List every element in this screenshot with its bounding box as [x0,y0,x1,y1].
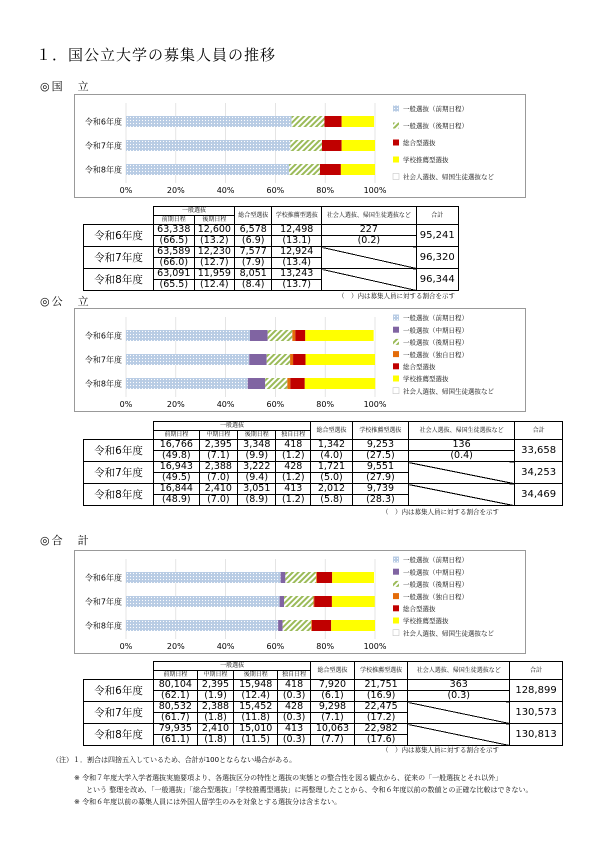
legend-label: 社会人選抜、帰国生徒選抜など [403,387,494,396]
value-cell: 11,959 [194,269,235,280]
legend-swatch-shakai [393,174,399,180]
bar-segment-ippan_zenki [126,330,250,341]
hdr-kouki: 後期日程 [238,431,276,440]
empty-cell [408,484,514,506]
bar-segment-ippan_kouki [292,116,325,127]
pct-cell: (8.4) [235,280,272,291]
bar-segment-ippan_dokuji [316,572,317,583]
total-cell: 128,899 [510,680,563,702]
pct-cell: (61.7) [154,713,198,724]
value-cell: 9,298 [311,702,355,713]
chart-combined-svg [75,551,525,653]
value-cell: 413 [278,724,311,735]
legend-swatch-ippan_chuki [393,327,399,333]
bar-segment-gakko [341,164,375,175]
table-row [84,269,459,280]
bar-segment-gakko [305,330,373,341]
bar-segment-sogo [320,164,341,175]
x-tick-label: 100% [363,400,387,409]
table-combined [83,661,563,746]
pct-cell: (0.3) [278,713,311,724]
x-tick-label: 60% [266,186,285,195]
pct-cell: (13.4) [272,258,322,269]
bar-segment-shakai [374,330,375,341]
hdr-total: 合計 [510,662,563,680]
value-cell: 16,943 [154,462,200,473]
value-cell: 16,844 [154,484,200,495]
row-label: 令和6年度 [84,680,154,702]
bar-segment-ippan_zenki [126,354,249,365]
total-cell: 130,573 [510,702,563,724]
bar-segment-gakko [342,116,375,127]
legend-swatch-gakko [393,376,399,382]
row-label: 令和8年度 [84,269,154,291]
value-cell: 12,924 [272,247,322,258]
bar-segment-ippan_chuki [250,330,268,341]
bar-segment-ippan_zenki [126,140,290,151]
x-tick-label: 40% [216,400,235,409]
footnote-3: という 整理を改め、「一般選抜」「総合型選抜」「学校推薦型選抜」に再整理したことから、令和６年度以前の数値との正確な比較はできない。 [86,786,533,794]
hdr-shakai: 社会人選抜、帰国生徒選抜など [408,422,514,440]
value-cell: 2,410 [199,484,237,495]
chart-public-svg [75,309,525,411]
table-row [84,462,563,473]
value-cell: 413 [276,484,311,495]
value-cell: 2,388 [197,702,234,713]
legend-label: 一般選抜（後期日程） [403,122,468,131]
value-cell: 428 [276,462,311,473]
pct-cell: (7.1) [311,713,355,724]
hdr-shakai: 社会人選抜、帰国生徒選抜など [322,207,416,225]
x-tick-label: 80% [316,400,335,409]
category-label: 令和7年度 [84,355,122,365]
value-cell: 418 [276,440,311,451]
value-cell: 8,051 [235,269,272,280]
pct-cell: (17.6) [354,735,408,746]
value-cell: 12,230 [194,247,235,258]
bar-segment-sogo [317,572,332,583]
pct-cell: (8.9) [238,495,276,506]
hdr-sogo: 総合型選抜 [235,207,272,225]
bar-segment-ippan_zenki [126,116,292,127]
x-tick-label: 20% [166,400,185,409]
value-cell: 363 [408,680,510,691]
table-row [84,484,563,495]
category-label: 令和8年度 [84,621,122,631]
pct-cell: (11.5) [234,735,278,746]
pct-cell: (4.0) [311,451,353,462]
hdr-chuki: 中期日程 [197,671,234,680]
pct-cell: (6.1) [311,691,355,702]
x-tick-label: 80% [316,186,335,195]
hdr-zenki: 前期日程 [154,216,195,225]
legend-swatch-ippan_dokuji [393,351,399,357]
hdr-gakko: 学校推薦型選抜 [354,662,408,680]
x-tick-label: 0% [119,400,133,409]
note-national: （ ）内は募集人員に対する割合を示す [338,292,455,300]
bar-segment-sogo [295,330,305,341]
footnote-4: ※ 令和６年度以前の募集人員には外国人留学生のみを対象とする選抜分は含まない。 [74,798,342,806]
bar-segment-ippan_kouki [289,164,320,175]
bar-segment-ippan_kouki [283,620,312,631]
pct-cell: (49.8) [154,451,200,462]
chart-public [74,308,526,412]
row-label: 令和8年度 [84,484,154,506]
bar-segment-sogo [312,620,331,631]
category-label: 令和8年度 [84,379,122,389]
hdr-dokuji: 独自日程 [276,431,311,440]
pct-cell: (12.4) [194,280,235,291]
bar-segment-ippan_chuki [248,378,265,389]
hdr-sogo: 総合型選抜 [311,422,353,440]
bar-segment-ippan_kouki [265,378,287,389]
pct-cell: (65.5) [154,280,195,291]
pct-cell: (0.3) [278,735,311,746]
legend-swatch-gakko [393,618,399,624]
bar-segment-ippan_zenki [126,572,281,583]
legend-swatch-ippan_dokuji [393,593,399,599]
pct-cell: (49.5) [154,473,200,484]
legend-swatch-ippan_zenki [393,106,399,112]
bar-segment-ippan_chuki [278,620,282,631]
chart-combined [74,550,526,654]
value-cell: 9,739 [352,484,408,495]
bar-segment-gakko [305,378,375,389]
value-cell: 13,243 [272,269,322,280]
bar-segment-ippan_dokuji [311,620,312,631]
category-label: 令和8年度 [84,165,122,175]
pct-cell: (66.5) [154,236,195,247]
table-row [84,702,563,713]
value-cell: 3,222 [238,462,276,473]
legend-label: 学校推薦型選抜 [403,375,449,384]
pct-cell: (27.9) [352,473,408,484]
pct-cell: (16.9) [354,691,408,702]
empty-cell [322,269,416,291]
legend-label: 総合型選抜 [403,363,436,371]
bar-segment-ippan_zenki [126,596,280,607]
x-tick-label: 80% [316,642,335,651]
row-label: 令和6年度 [84,225,154,247]
legend-label: 社会人選抜、帰国生徒選抜など [403,173,494,182]
value-cell: 15,948 [234,680,278,691]
hdr-ippan: 一般選抜 [154,207,235,216]
pct-cell: (7.9) [235,258,272,269]
pct-cell: (62.1) [154,691,198,702]
bar-segment-ippan_dokuji [313,596,314,607]
value-cell: 9,551 [352,462,408,473]
bar-segment-ippan_chuki [281,572,286,583]
pct-cell: (5.0) [311,473,353,484]
bar-segment-ippan_dokuji [292,330,295,341]
value-cell: 80,104 [154,680,198,691]
value-cell: 63,338 [154,225,195,236]
bar-segment-gakko [332,596,375,607]
legend-swatch-ippan_kouki [393,123,399,129]
value-cell: 16,766 [154,440,200,451]
category-label: 令和6年度 [84,117,122,127]
pct-cell: (48.9) [154,495,200,506]
legend-label: 総合型選抜 [403,139,436,148]
legend-swatch-gakko [393,157,399,163]
value-cell: 2,388 [199,462,237,473]
legend-label: 一般選抜（独自日程） [403,592,468,601]
pct-cell: (27.5) [352,451,408,462]
bar-segment-sogo [324,116,341,127]
pct-cell: (13.2) [194,236,235,247]
total-cell: 34,469 [515,484,563,506]
legend-swatch-ippan_chuki [393,569,399,575]
bar-segment-ippan_zenki [126,620,278,631]
legend-swatch-ippan_kouki [393,339,399,345]
x-tick-label: 100% [363,186,387,195]
table-row-pct [84,451,563,462]
bar-segment-ippan_kouki [268,330,293,341]
value-cell: 80,532 [154,702,198,713]
pct-cell: (1.9) [197,691,234,702]
bar-segment-gakko [342,140,375,151]
pct-cell: (1.8) [197,713,234,724]
total-cell: 95,241 [416,225,458,247]
empty-cell [408,724,510,746]
x-tick-label: 100% [363,642,387,651]
pct-cell: (1.2) [276,451,311,462]
footnote-1: （注）１．割合は四捨五入しているため、合計が100とならない場合がある。 [52,756,297,764]
chart-national-svg [75,95,525,197]
bar-segment-ippan_kouki [267,354,290,365]
chart-national [74,94,526,198]
bar-segment-shakai [374,572,375,583]
footnotes [52,754,592,808]
legend-label: 一般選抜（後期日程） [403,338,468,347]
pct-cell: (9.9) [238,451,276,462]
value-cell: 63,091 [154,269,195,280]
bar-segment-gakko [331,620,375,631]
legend-label: 一般選抜（前期日程） [403,105,468,114]
bar-segment-ippan_kouki [285,572,316,583]
bar-segment-ippan_chuki [280,596,284,607]
legend-label: 社会人選抜、帰国生徒選抜など [403,629,494,638]
pct-cell: (5.8) [311,495,353,506]
pct-cell: (0.3) [408,691,510,702]
table-row [84,724,563,735]
value-cell: 428 [278,702,311,713]
hdr-dokuji: 独自日程 [278,671,311,680]
category-label: 令和7年度 [84,597,122,607]
table-row [84,440,563,451]
value-cell: 136 [408,440,514,451]
bar-segment-sogo [293,354,305,365]
bar-segment-gakko [306,354,375,365]
value-cell: 2,410 [197,724,234,735]
x-tick-label: 60% [266,642,285,651]
section-heading-public: ◎公 立 [40,295,91,308]
bar-segment-ippan_dokuji [287,378,290,389]
legend-label: 一般選抜（前期日程） [403,314,468,323]
pct-cell: (13.1) [272,236,322,247]
value-cell: 7,920 [311,680,355,691]
legend-swatch-sogo [393,363,399,369]
hdr-total: 合計 [416,207,458,225]
value-cell: 1,342 [311,440,353,451]
bar-segment-sogo [314,596,332,607]
legend-swatch-ippan_kouki [393,581,399,587]
row-label: 令和7年度 [84,247,154,269]
x-tick-label: 20% [166,186,185,195]
table-national [83,206,459,291]
pct-cell: (12.4) [234,691,278,702]
bar-segment-ippan_chuki [249,354,266,365]
total-cell: 34,253 [515,462,563,484]
x-tick-label: 40% [216,642,235,651]
empty-cell [408,702,510,724]
pct-cell: (11.8) [234,713,278,724]
total-cell: 96,344 [416,269,458,291]
x-tick-label: 0% [119,186,133,195]
value-cell: 15,010 [234,724,278,735]
table-row [84,680,563,691]
section-heading-combined: ◎合 計 [40,534,91,547]
footnote-2: ※ 令和７年度大学入学者選抜実施要項より、各選抜区分の特性と選抜の実態との整合性を図る観点から、従来の「一般選抜とそれ以外」 [74,774,503,782]
note-public: （ ）内は募集人員に対する割合を示す [382,508,499,516]
legend-swatch-shakai [393,388,399,394]
bar-segment-gakko [332,572,374,583]
bar-segment-sogo [322,140,342,151]
empty-cell [408,462,514,484]
value-cell: 10,063 [311,724,355,735]
hdr-zenki: 前期日程 [154,431,200,440]
hdr-sogo: 総合型選抜 [311,662,355,680]
pct-cell: (7.0) [199,495,237,506]
legend-swatch-ippan_zenki [393,315,399,321]
row-label: 令和7年度 [84,702,154,724]
value-cell: 2,395 [199,440,237,451]
legend-swatch-sogo [393,605,399,611]
hdr-ippan: 一般選抜 [154,662,311,671]
total-cell: 96,320 [416,247,458,269]
total-cell: 130,813 [510,724,563,746]
pct-cell: (66.0) [154,258,195,269]
bar-segment-ippan_zenki [126,378,248,389]
pct-cell: (0.4) [408,451,514,462]
pct-cell: (9.4) [238,473,276,484]
value-cell: 418 [278,680,311,691]
legend-label: 一般選抜（後期日程） [403,580,468,589]
bar-segment-ippan_kouki [290,140,322,151]
x-tick-label: 0% [119,642,133,651]
value-cell: 2,395 [197,680,234,691]
hdr-chuki: 中期日程 [199,431,237,440]
pct-cell: (1.8) [197,735,234,746]
pct-cell: (1.2) [276,495,311,506]
table-row-pct [84,691,563,702]
category-label: 令和6年度 [84,331,122,341]
x-tick-label: 20% [166,642,185,651]
section-heading-national: ◎国 立 [40,80,91,93]
hdr-kouki: 後期日程 [194,216,235,225]
note-combined: （ ）内は募集人員に対する割合を示す [382,746,499,754]
pct-cell: (7.1) [199,451,237,462]
value-cell: 7,577 [235,247,272,258]
hdr-gakko: 学校推薦型選抜 [272,207,322,225]
hdr-gakko: 学校推薦型選抜 [352,422,408,440]
hdr-shakai: 社会人選抜、帰国生徒選抜など [408,662,510,680]
pct-cell: (13.7) [272,280,322,291]
legend-label: 一般選抜（独自日程） [403,350,468,359]
legend-label: 一般選抜（前期日程） [403,556,468,565]
table-public [83,421,563,506]
row-label: 令和6年度 [84,440,154,462]
value-cell: 22,982 [354,724,408,735]
page-title: １．国公立大学の募集人員の推移 [36,46,277,64]
hdr-zenki: 前期日程 [154,671,198,680]
row-label: 令和7年度 [84,462,154,484]
bar-segment-ippan_kouki [284,596,313,607]
legend-label: 学校推薦型選抜 [403,617,449,626]
pct-cell: (28.3) [352,495,408,506]
legend-swatch-sogo [393,140,399,146]
pct-cell: (0.2) [322,236,416,247]
pct-cell: (12.7) [194,258,235,269]
legend-label: 一般選抜（中期日程） [403,326,468,335]
value-cell: 21,751 [354,680,408,691]
legend-swatch-ippan_zenki [393,557,399,563]
hdr-ippan: 一般選抜 [154,422,311,431]
pct-cell: (1.2) [276,473,311,484]
value-cell: 9,253 [352,440,408,451]
value-cell: 2,012 [311,484,353,495]
total-cell: 33,658 [515,440,563,462]
bar-segment-ippan_zenki [126,164,289,175]
hdr-total: 合計 [515,422,563,440]
pct-cell: (6.9) [235,236,272,247]
pct-cell: (7.0) [199,473,237,484]
value-cell: 1,721 [311,462,353,473]
value-cell: 22,475 [354,702,408,713]
pct-cell: (61.1) [154,735,198,746]
legend-label: 一般選抜（中期日程） [403,568,468,577]
value-cell: 79,935 [154,724,198,735]
value-cell: 12,600 [194,225,235,236]
legend-label: 学校推薦型選抜 [403,156,449,165]
pct-cell: (7.7) [311,735,355,746]
value-cell: 3,051 [238,484,276,495]
legend-label: 総合型選抜 [403,605,436,613]
category-label: 令和7年度 [84,141,122,151]
value-cell: 15,452 [234,702,278,713]
table-row [84,247,459,258]
value-cell: 12,498 [272,225,322,236]
pct-cell: (0.3) [278,691,311,702]
x-tick-label: 60% [266,400,285,409]
table-row [84,225,459,236]
pct-cell: (17.2) [354,713,408,724]
value-cell: 63,589 [154,247,195,258]
row-label: 令和8年度 [84,724,154,746]
value-cell: 3,348 [238,440,276,451]
category-label: 令和6年度 [84,573,122,583]
hdr-kouki: 後期日程 [234,671,278,680]
value-cell: 227 [322,225,416,236]
bar-segment-ippan_dokuji [290,354,293,365]
legend-swatch-shakai [393,630,399,636]
value-cell: 6,578 [235,225,272,236]
empty-cell [322,247,416,269]
x-tick-label: 40% [216,186,235,195]
bar-segment-sogo [290,378,304,389]
